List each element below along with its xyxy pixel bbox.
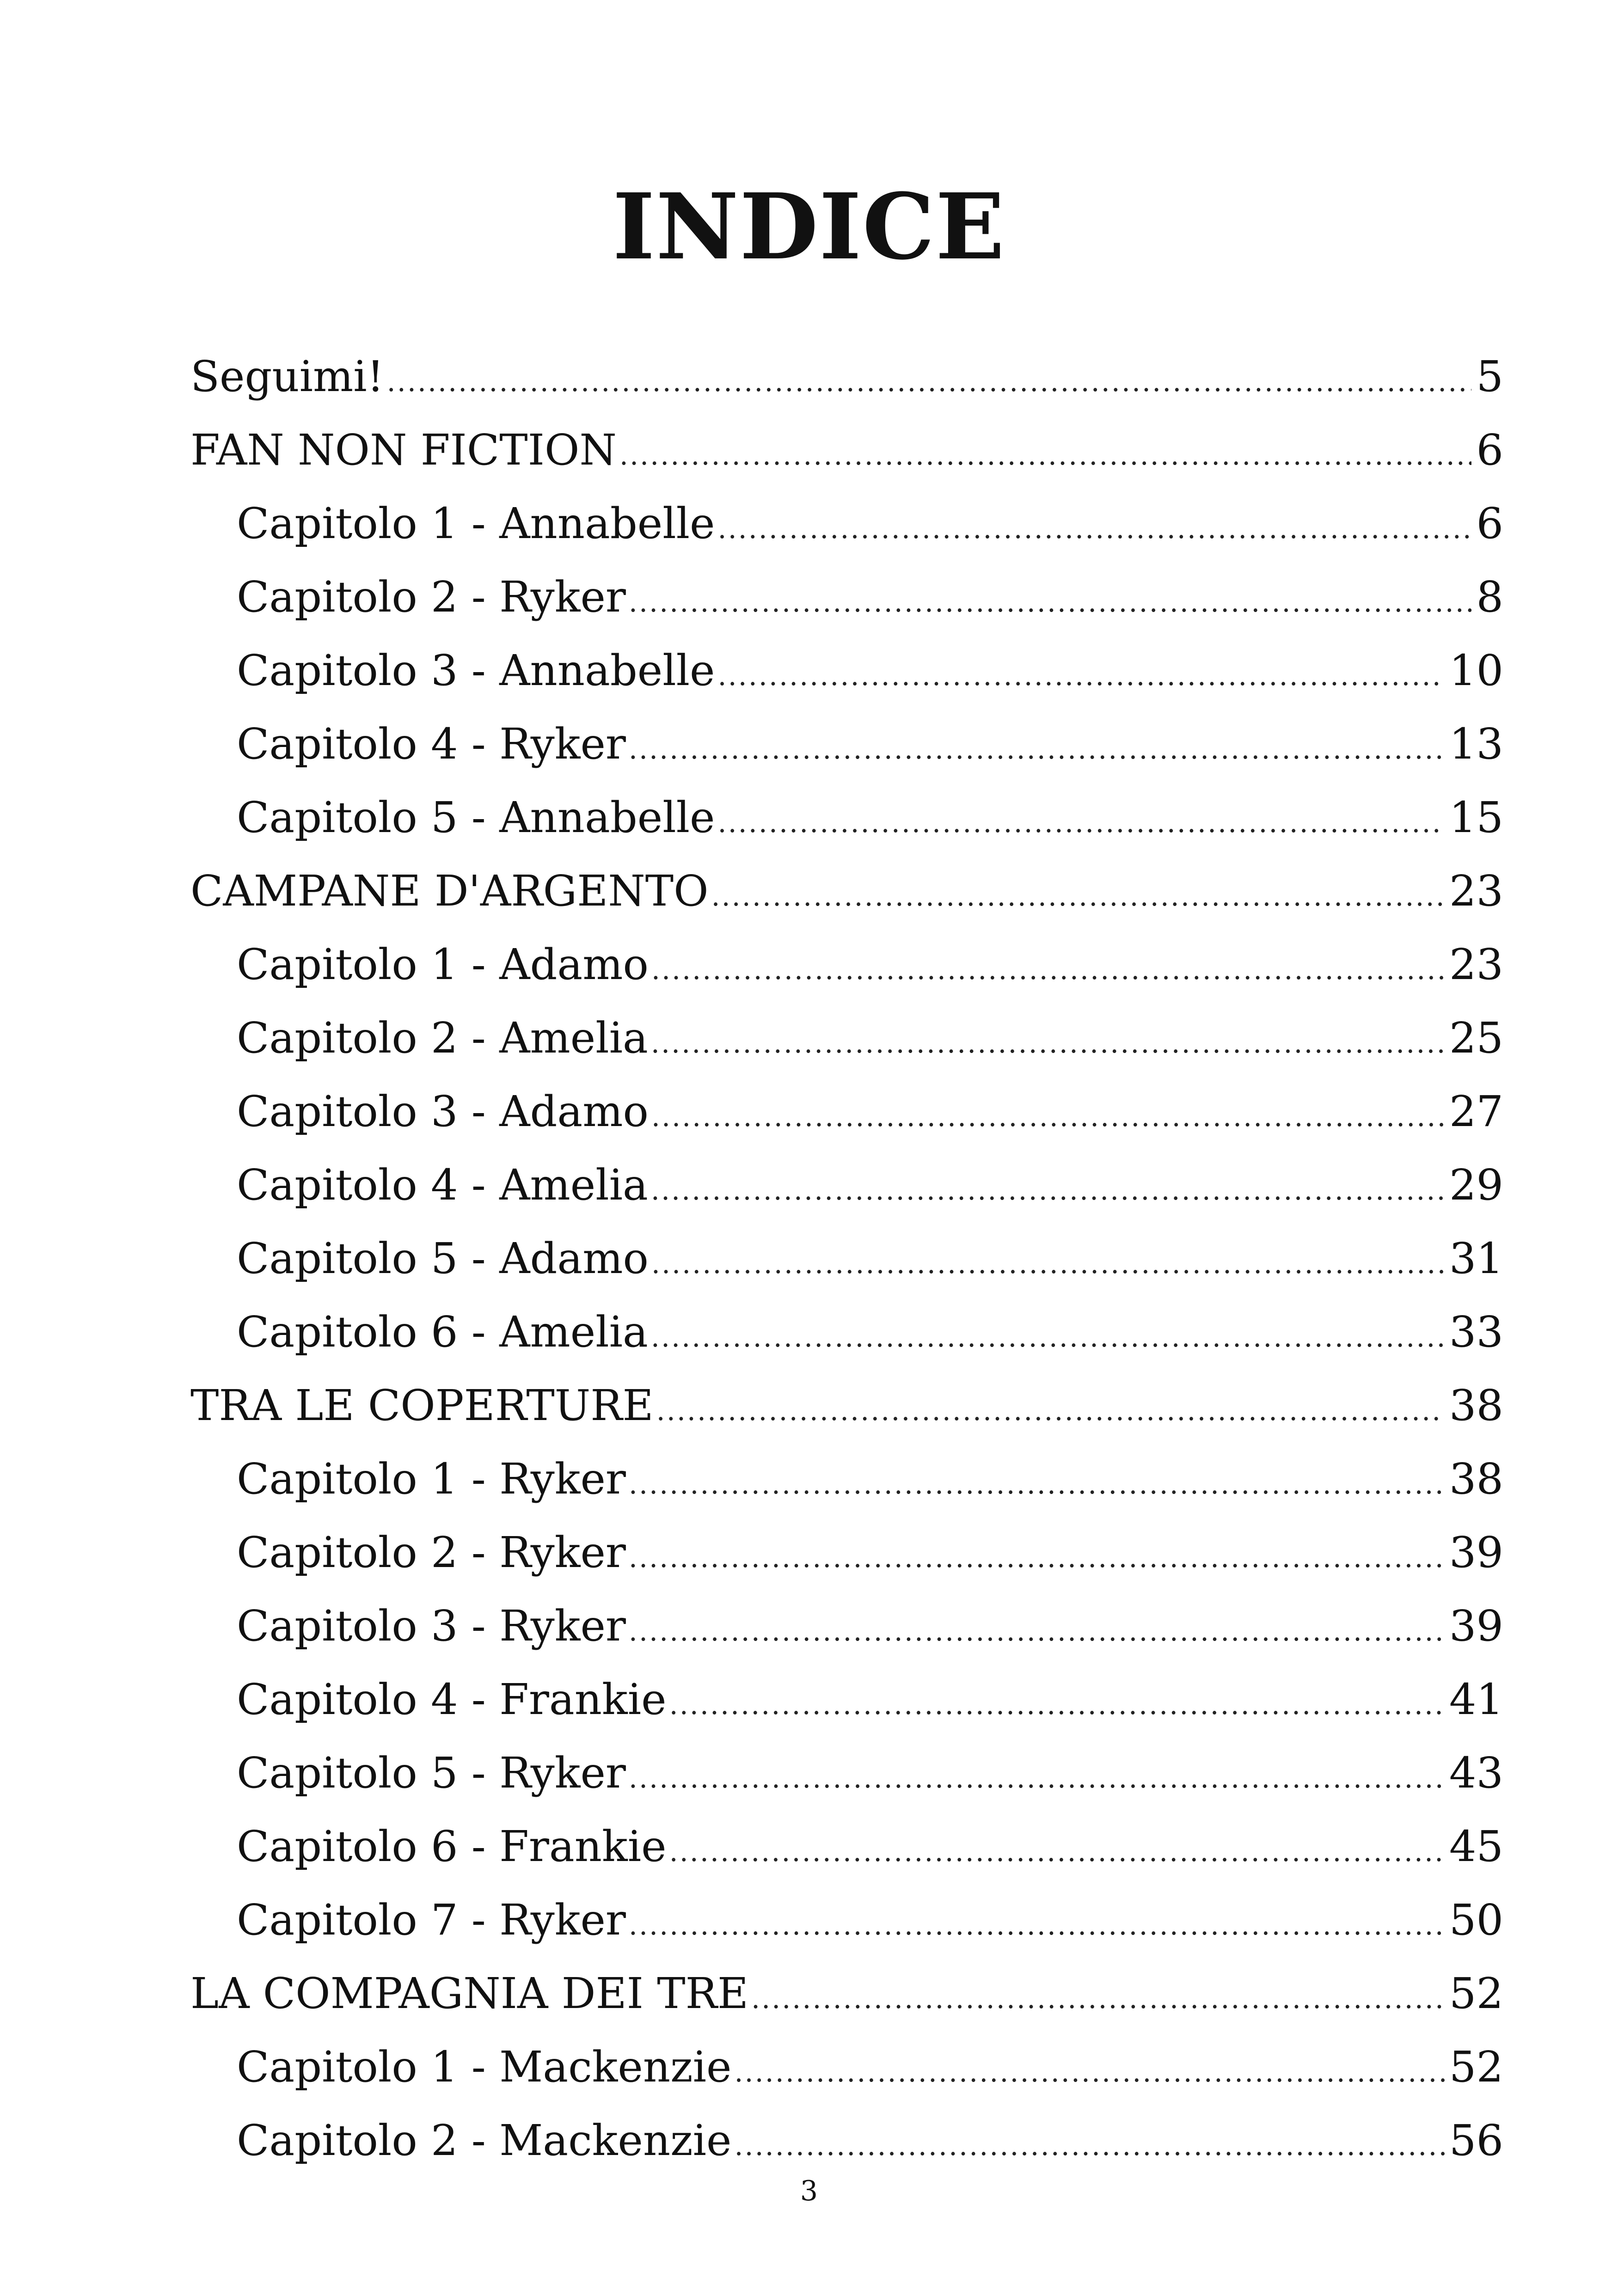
dot-leader xyxy=(387,345,1472,419)
dot-leader xyxy=(669,1668,1445,1742)
dot-leader xyxy=(718,492,1472,566)
toc-chapter-entry[interactable] xyxy=(190,1516,1503,1589)
toc-entry-page-number: 38 xyxy=(1449,1381,1503,1430)
toc-entry-page-number: 29 xyxy=(1449,1160,1503,1210)
dot-leader xyxy=(718,639,1445,713)
toc-entry-label: Capitolo 2 - Ryker xyxy=(237,572,626,622)
toc-section-entry[interactable] xyxy=(190,854,1503,928)
toc-entry-label: Capitolo 4 - Frankie xyxy=(237,1675,667,1724)
toc-entry-page-number: 41 xyxy=(1449,1675,1503,1724)
dot-leader xyxy=(669,1815,1445,1889)
toc-section-entry[interactable] xyxy=(190,1957,1503,2030)
dot-leader xyxy=(629,1595,1445,1668)
toc-entry-label: LA COMPAGNIA DEI TRE xyxy=(190,1969,749,2018)
toc-chapter-entry[interactable] xyxy=(190,634,1503,707)
dot-leader xyxy=(734,2036,1444,2109)
toc-entry-label: Capitolo 1 - Ryker xyxy=(237,1454,626,1504)
toc-chapter-entry[interactable] xyxy=(190,1148,1503,1222)
dot-leader xyxy=(629,566,1472,639)
toc-entry-label: Capitolo 4 - Ryker xyxy=(237,719,626,769)
dot-leader xyxy=(651,933,1445,1007)
dot-leader xyxy=(629,1889,1445,1962)
table-of-contents xyxy=(190,340,1503,2177)
toc-entry-label: Capitolo 2 - Mackenzie xyxy=(237,2116,732,2165)
toc-entry-label: CAMPANE D'ARGENTO xyxy=(190,866,709,916)
toc-chapter-entry[interactable] xyxy=(190,487,1503,560)
toc-entry-page-number: 39 xyxy=(1449,1528,1503,1577)
toc-entry-page-number: 38 xyxy=(1449,1454,1503,1504)
dot-leader xyxy=(651,1301,1445,1374)
toc-chapter-entry[interactable] xyxy=(190,1295,1503,1369)
toc-entry-label: Capitolo 2 - Amelia xyxy=(237,1013,648,1063)
toc-section-entry[interactable] xyxy=(190,1369,1503,1442)
toc-entry-label: Seguimi! xyxy=(190,352,384,401)
toc-entry-page-number: 6 xyxy=(1476,425,1503,475)
toc-entry-label: Capitolo 7 - Ryker xyxy=(237,1895,626,1945)
toc-entry-page-number: 25 xyxy=(1449,1013,1503,1063)
dot-leader xyxy=(629,713,1445,786)
toc-chapter-entry[interactable] xyxy=(190,707,1503,781)
toc-entry-page-number: 13 xyxy=(1449,719,1503,769)
toc-chapter-entry[interactable] xyxy=(190,1075,1503,1148)
toc-chapter-entry[interactable] xyxy=(190,1442,1503,1516)
toc-entry-page-number: 43 xyxy=(1449,1748,1503,1798)
toc-entry-page-number: 10 xyxy=(1449,646,1503,695)
toc-entry-label: Capitolo 2 - Ryker xyxy=(237,1528,626,1577)
toc-section-entry[interactable] xyxy=(190,340,1503,413)
toc-entry-page-number: 50 xyxy=(1449,1895,1503,1945)
toc-entry-page-number: 31 xyxy=(1449,1234,1503,1283)
page-number: 3 xyxy=(800,2175,818,2207)
toc-chapter-entry[interactable] xyxy=(190,928,1503,1001)
dot-leader xyxy=(734,2109,1444,2183)
toc-entry-label: Capitolo 5 - Annabelle xyxy=(237,793,715,842)
toc-chapter-entry[interactable] xyxy=(190,1663,1503,1736)
toc-entry-label: Capitolo 1 - Mackenzie xyxy=(237,2042,732,2092)
dot-leader xyxy=(651,1007,1445,1080)
dot-leader xyxy=(651,1154,1445,1227)
toc-entry-label: Capitolo 6 - Frankie xyxy=(237,1822,667,1871)
dot-leader xyxy=(711,860,1445,933)
toc-entry-page-number: 56 xyxy=(1449,2116,1503,2165)
toc-section-entry[interactable] xyxy=(190,413,1503,487)
toc-chapter-entry[interactable] xyxy=(190,560,1503,634)
toc-entry-label: Capitolo 5 - Ryker xyxy=(237,1748,626,1798)
toc-chapter-entry[interactable] xyxy=(190,1589,1503,1663)
toc-entry-page-number: 45 xyxy=(1449,1822,1503,1871)
toc-entry-page-number: 23 xyxy=(1449,940,1503,989)
toc-chapter-entry[interactable] xyxy=(190,1222,1503,1295)
dot-leader xyxy=(718,786,1445,860)
toc-entry-label: Capitolo 1 - Annabelle xyxy=(237,499,715,548)
dot-leader xyxy=(629,1448,1445,1521)
toc-entry-page-number: 8 xyxy=(1476,572,1503,622)
toc-chapter-entry[interactable] xyxy=(190,1001,1503,1075)
dot-leader xyxy=(651,1080,1445,1154)
toc-entry-page-number: 52 xyxy=(1449,1969,1503,2018)
toc-entry-label: Capitolo 3 - Annabelle xyxy=(237,646,715,695)
toc-chapter-entry[interactable] xyxy=(190,2104,1503,2177)
toc-entry-page-number: 39 xyxy=(1449,1601,1503,1651)
toc-entry-label: Capitolo 5 - Adamo xyxy=(237,1234,649,1283)
page-title: INDICE xyxy=(613,174,1005,281)
dot-leader xyxy=(629,1521,1445,1595)
toc-entry-page-number: 15 xyxy=(1449,793,1503,842)
toc-entry-page-number: 27 xyxy=(1449,1087,1503,1136)
toc-entry-label: Capitolo 3 - Ryker xyxy=(237,1601,626,1651)
toc-entry-label: TRA LE COPERTURE xyxy=(190,1381,654,1430)
dot-leader xyxy=(629,1742,1445,1815)
toc-entry-page-number: 6 xyxy=(1476,499,1503,548)
toc-entry-page-number: 5 xyxy=(1476,352,1503,401)
dot-leader xyxy=(619,419,1472,492)
toc-entry-label: Capitolo 6 - Amelia xyxy=(237,1307,648,1357)
toc-entry-label: Capitolo 4 - Amelia xyxy=(237,1160,648,1210)
toc-chapter-entry[interactable] xyxy=(190,1883,1503,1957)
toc-chapter-entry[interactable] xyxy=(190,2030,1503,2104)
toc-entry-label: FAN NON FICTION xyxy=(190,425,617,475)
toc-entry-label: Capitolo 3 - Adamo xyxy=(237,1087,649,1136)
toc-entry-label: Capitolo 1 - Adamo xyxy=(237,940,649,989)
toc-chapter-entry[interactable] xyxy=(190,1810,1503,1883)
toc-entry-page-number: 23 xyxy=(1449,866,1503,916)
toc-entry-page-number: 52 xyxy=(1449,2042,1503,2092)
toc-chapter-entry[interactable] xyxy=(190,1736,1503,1810)
toc-chapter-entry[interactable] xyxy=(190,781,1503,854)
dot-leader xyxy=(651,1227,1445,1301)
dot-leader xyxy=(656,1374,1445,1448)
dot-leader xyxy=(751,1962,1445,2036)
toc-entry-page-number: 33 xyxy=(1449,1307,1503,1357)
